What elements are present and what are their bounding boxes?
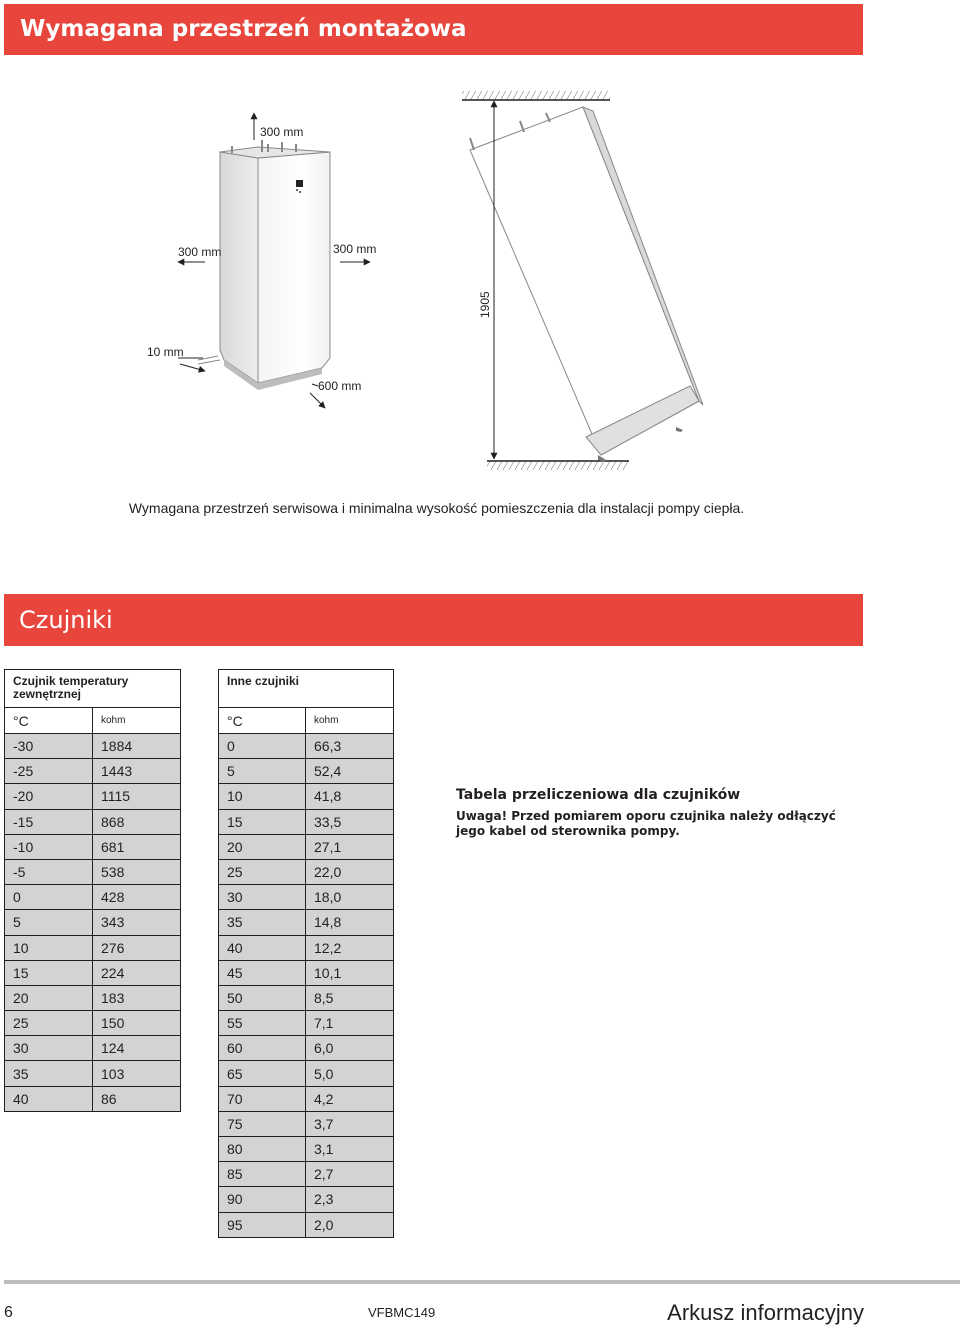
footer-divider (4, 1280, 960, 1284)
resistance-cell: 1115 (93, 784, 181, 809)
table-row (219, 1036, 394, 1061)
table-row (219, 1061, 394, 1086)
temperature-cell: 35 (219, 910, 306, 935)
table-row (5, 885, 181, 910)
temperature-cell: 40 (5, 1086, 93, 1111)
temperature-cell: 80 (219, 1137, 306, 1162)
table-row (5, 910, 181, 935)
resistance-cell: 6,0 (306, 1036, 394, 1061)
temperature-cell: 65 (219, 1061, 306, 1086)
heat-pump-front-view (220, 140, 330, 390)
dim-left: 300 mm (178, 245, 222, 259)
temperature-cell: 90 (219, 1187, 306, 1212)
table-row (219, 1086, 394, 1111)
table-row (219, 960, 394, 985)
dim-top: 300 mm (260, 125, 304, 139)
column-header-resistance: kohm (93, 708, 181, 734)
temperature-cell: 10 (219, 784, 306, 809)
temperature-cell: 85 (219, 1162, 306, 1187)
table-row (219, 784, 394, 809)
resistance-cell: 10,1 (306, 960, 394, 985)
temperature-cell: -15 (5, 809, 93, 834)
temperature-cell: 95 (219, 1212, 306, 1237)
table-row (219, 1187, 394, 1212)
temperature-cell: 15 (219, 809, 306, 834)
resistance-cell: 22,0 (306, 859, 394, 884)
page-number: 6 (4, 1304, 13, 1321)
table-row (5, 734, 181, 759)
table-row (219, 910, 394, 935)
table-row (219, 1212, 394, 1237)
table-row (5, 960, 181, 985)
table-row (219, 1011, 394, 1036)
resistance-cell: 868 (93, 809, 181, 834)
table-title: Inne czujniki (219, 670, 394, 708)
resistance-cell: 224 (93, 960, 181, 985)
resistance-cell: 2,0 (306, 1212, 394, 1237)
table-row (219, 859, 394, 884)
temperature-cell: 20 (219, 834, 306, 859)
resistance-cell: 183 (93, 985, 181, 1010)
resistance-cell: 343 (93, 910, 181, 935)
section-header-installation (4, 4, 863, 55)
resistance-cell: 1884 (93, 734, 181, 759)
resistance-cell: 5,0 (306, 1061, 394, 1086)
temperature-cell: 5 (5, 910, 93, 935)
note-title: Tabela przeliczeniowa dla czujników (456, 787, 741, 803)
temperature-cell: 30 (5, 1036, 93, 1061)
table-row (219, 1162, 394, 1187)
figure-caption: Wymagana przestrzeń serwisowa i minimalna wysokość pomieszczenia dla instalacji pompy ciepła. (128, 500, 745, 516)
temperature-cell: -10 (5, 834, 93, 859)
table-row (5, 834, 181, 859)
table-row (219, 935, 394, 960)
resistance-cell: 3,7 (306, 1111, 394, 1136)
table-row (219, 1111, 394, 1136)
table-row (5, 1036, 181, 1061)
temperature-cell: 10 (5, 935, 93, 960)
temperature-cell: 30 (219, 885, 306, 910)
column-header-resistance: kohm (306, 708, 394, 734)
resistance-cell: 2,7 (306, 1162, 394, 1187)
temperature-cell: 0 (219, 734, 306, 759)
table-row (5, 985, 181, 1010)
table-row (219, 885, 394, 910)
resistance-cell: 12,2 (306, 935, 394, 960)
column-header-temp: °C (5, 708, 93, 734)
table-row (219, 734, 394, 759)
resistance-cell: 8,5 (306, 985, 394, 1010)
resistance-cell: 66,3 (306, 734, 394, 759)
dim-bottom-left: 10 mm (147, 345, 184, 359)
section-title: Czujniki (19, 606, 113, 634)
table-row (5, 859, 181, 884)
dim-height: 1905 (478, 291, 492, 318)
resistance-cell: 276 (93, 935, 181, 960)
temperature-cell: -25 (5, 759, 93, 784)
table-row (5, 809, 181, 834)
note-warning: Uwaga! Przed pomiarem oporu czujnika należy odłączyć jego kabel od sterownika pompy. (456, 809, 836, 838)
temperature-cell: 40 (219, 935, 306, 960)
resistance-cell: 538 (93, 859, 181, 884)
resistance-cell: 1443 (93, 759, 181, 784)
temperature-cell: 20 (5, 985, 93, 1010)
table-row (219, 985, 394, 1010)
resistance-cell: 14,8 (306, 910, 394, 935)
table-row (5, 1086, 181, 1111)
temperature-cell: 25 (219, 859, 306, 884)
temperature-cell: 0 (5, 885, 93, 910)
temperature-cell: 70 (219, 1086, 306, 1111)
outdoor-sensor-table (4, 669, 181, 1112)
table-row (219, 834, 394, 859)
table-title: Czujnik temperatury zewnętrznej (5, 670, 181, 708)
table-row (219, 809, 394, 834)
resistance-cell: 3,1 (306, 1137, 394, 1162)
table-row (5, 935, 181, 960)
resistance-cell: 27,1 (306, 834, 394, 859)
dim-bottom-right: 600 mm (318, 379, 362, 393)
table-row (219, 759, 394, 784)
temperature-cell: 55 (219, 1011, 306, 1036)
temperature-cell: -20 (5, 784, 93, 809)
resistance-cell: 681 (93, 834, 181, 859)
resistance-cell: 7,1 (306, 1011, 394, 1036)
table-row (219, 1137, 394, 1162)
resistance-cell: 4,2 (306, 1086, 394, 1111)
temperature-cell: 60 (219, 1036, 306, 1061)
resistance-cell: 18,0 (306, 885, 394, 910)
resistance-cell: 428 (93, 885, 181, 910)
temperature-cell: 5 (219, 759, 306, 784)
resistance-cell: 86 (93, 1086, 181, 1111)
tilted-unit-height-diagram (462, 91, 703, 470)
installation-space-diagram (0, 80, 960, 500)
temperature-cell: 45 (219, 960, 306, 985)
table-row (5, 1061, 181, 1086)
resistance-cell: 33,5 (306, 809, 394, 834)
temperature-cell: 35 (5, 1061, 93, 1086)
temperature-cell: 75 (219, 1111, 306, 1136)
resistance-cell: 2,3 (306, 1187, 394, 1212)
table-row (5, 1011, 181, 1036)
column-header-temp: °C (219, 708, 306, 734)
other-sensors-table (218, 669, 394, 1238)
resistance-cell: 41,8 (306, 784, 394, 809)
resistance-cell: 103 (93, 1061, 181, 1086)
conversion-note (456, 787, 876, 839)
resistance-cell: 124 (93, 1036, 181, 1061)
section-header-sensors (4, 594, 863, 646)
temperature-cell: 25 (5, 1011, 93, 1036)
section-title: Wymagana przestrzeń montażowa (20, 16, 467, 42)
temperature-cell: 15 (5, 960, 93, 985)
document-type: Arkusz informacyjny (667, 1300, 864, 1325)
table-row (5, 784, 181, 809)
temperature-cell: 50 (219, 985, 306, 1010)
document-code: VFBMC149 (368, 1305, 436, 1320)
table-row (5, 759, 181, 784)
temperature-cell: -5 (5, 859, 93, 884)
resistance-cell: 52,4 (306, 759, 394, 784)
dim-right: 300 mm (333, 242, 377, 256)
temperature-cell: -30 (5, 734, 93, 759)
resistance-cell: 150 (93, 1011, 181, 1036)
